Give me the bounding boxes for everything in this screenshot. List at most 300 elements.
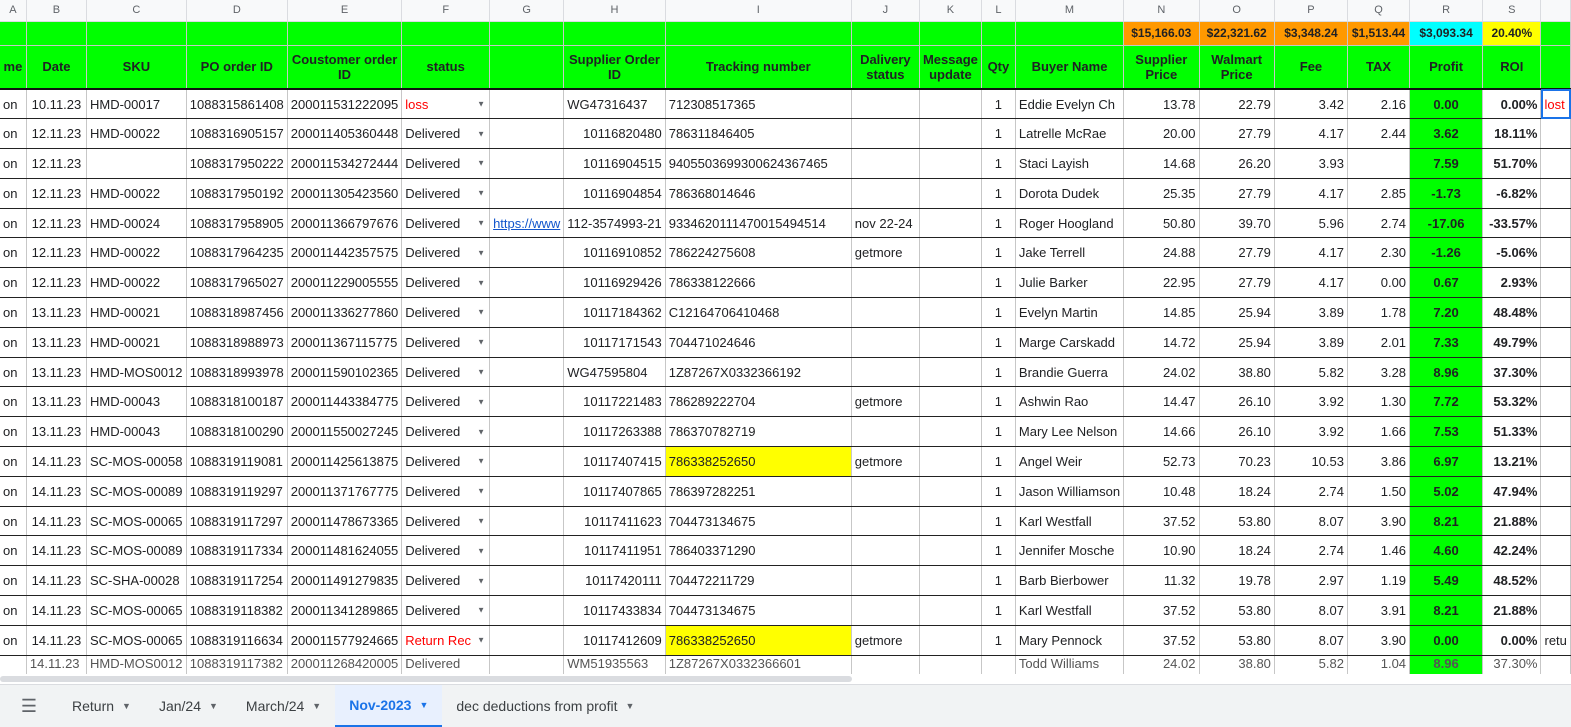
profit-cell[interactable]: 8.96 (1410, 357, 1483, 387)
column-header-extra[interactable] (1541, 0, 1571, 21)
dropdown-arrow-icon[interactable]: ▼ (477, 516, 486, 526)
status-dropdown[interactable] (402, 149, 490, 179)
delivery-status-cell[interactable]: getmore (851, 447, 919, 477)
tax-cell[interactable]: 1.30 (1347, 387, 1409, 417)
po-order-id-cell[interactable]: 1088318993978 (186, 357, 287, 387)
extra-cell[interactable] (1541, 208, 1571, 238)
g-cell[interactable] (490, 596, 564, 626)
supplier-price-cell[interactable]: 37.52 (1124, 596, 1199, 626)
po-order-id-cell[interactable]: 1088316905157 (186, 119, 287, 149)
g-cell[interactable] (490, 625, 564, 655)
roi-cell[interactable]: 21.88% (1483, 596, 1541, 626)
roi-cell[interactable]: 49.79% (1483, 327, 1541, 357)
sku-cell[interactable]: HMD-00021 (86, 327, 186, 357)
customer-order-id-cell[interactable]: 200011531222095 (287, 89, 402, 119)
total-cell-j[interactable] (851, 21, 919, 45)
supplier-price-cell[interactable]: 24.88 (1124, 238, 1199, 268)
message-update-cell[interactable] (919, 149, 981, 179)
profit-cell[interactable]: 3.62 (1410, 119, 1483, 149)
status-dropdown[interactable] (402, 387, 490, 417)
total-cell-h[interactable] (564, 21, 665, 45)
status-dropdown[interactable] (402, 625, 490, 655)
fee-cell[interactable]: 2.74 (1274, 536, 1347, 566)
profit-cell[interactable]: 7.33 (1410, 327, 1483, 357)
date-cell[interactable]: 12.11.23 (26, 208, 86, 238)
dropdown-arrow-icon[interactable]: ▼ (477, 99, 486, 109)
dropdown-arrow-icon[interactable]: ▼ (477, 129, 486, 139)
supplier-price-cell[interactable]: 52.73 (1124, 447, 1199, 477)
column-header-a[interactable]: A (0, 0, 26, 21)
status-dropdown[interactable] (402, 208, 490, 238)
message-update-cell[interactable] (919, 178, 981, 208)
name-cell[interactable]: on (0, 536, 26, 566)
delivery-status-cell[interactable]: getmore (851, 238, 919, 268)
tax-cell[interactable]: 1.19 (1347, 566, 1409, 596)
fee-cell[interactable]: 8.07 (1274, 625, 1347, 655)
header-cell[interactable]: Walmart Price (1199, 45, 1274, 89)
delivery-status-cell[interactable]: nov 22-24 (851, 208, 919, 238)
date-cell[interactable]: 14.11.23 (26, 596, 86, 626)
tab-return[interactable] (58, 685, 145, 727)
tax-cell[interactable]: 0.00 (1347, 268, 1409, 298)
po-order-id-cell[interactable]: 1088317950192 (186, 178, 287, 208)
header-cell[interactable]: Qty (981, 45, 1015, 89)
tax-cell[interactable]: 3.86 (1347, 447, 1409, 477)
tax-cell[interactable]: 1.66 (1347, 417, 1409, 447)
status-dropdown[interactable] (402, 119, 490, 149)
supplier-price-cell[interactable]: 25.35 (1124, 178, 1199, 208)
name-cell[interactable]: on (0, 476, 26, 506)
supplier-order-id-cell[interactable]: 10117407415 (564, 447, 665, 477)
status-dropdown[interactable] (402, 327, 490, 357)
header-cell[interactable]: Fee (1274, 45, 1347, 89)
extra-cell[interactable] (1541, 506, 1571, 536)
date-cell[interactable]: 14.11.23 (26, 506, 86, 536)
total-cell-b[interactable] (26, 21, 86, 45)
po-order-id-cell[interactable]: 1088319119297 (186, 476, 287, 506)
po-order-id-cell[interactable]: 1088319116634 (186, 625, 287, 655)
tax-cell[interactable]: 1.50 (1347, 476, 1409, 506)
walmart-price-cell[interactable]: 22.79 (1199, 89, 1274, 119)
qty-cell[interactable]: 1 (981, 149, 1015, 179)
qty-cell[interactable]: 1 (981, 178, 1015, 208)
supplier-price-cell[interactable]: 14.72 (1124, 327, 1199, 357)
qty-cell[interactable]: 1 (981, 625, 1015, 655)
supplier-price-cell[interactable]: 37.52 (1124, 506, 1199, 536)
fee-cell[interactable]: 2.97 (1274, 566, 1347, 596)
total-cell-a[interactable] (0, 21, 26, 45)
date-cell[interactable]: 10.11.23 (26, 89, 86, 119)
total-cell-l[interactable] (981, 21, 1015, 45)
name-cell[interactable]: on (0, 447, 26, 477)
column-header-g[interactable]: G (490, 0, 564, 21)
all-sheets-menu-icon[interactable]: ☰ (20, 695, 38, 716)
total-cell-o[interactable]: $22,321.62 (1199, 21, 1274, 45)
total-cell-g[interactable] (490, 21, 564, 45)
po-order-id-cell[interactable]: 1088318100187 (186, 387, 287, 417)
column-header-q[interactable]: Q (1347, 0, 1409, 21)
partial-cell[interactable] (981, 655, 1015, 674)
walmart-price-cell[interactable]: 27.79 (1199, 238, 1274, 268)
dropdown-arrow-icon[interactable]: ▼ (477, 605, 486, 615)
extra-cell[interactable] (1541, 119, 1571, 149)
date-cell[interactable]: 12.11.23 (26, 119, 86, 149)
name-cell[interactable]: on (0, 238, 26, 268)
supplier-order-id-cell[interactable]: 10117411623 (564, 506, 665, 536)
customer-order-id-cell[interactable]: 200011405360448 (287, 119, 402, 149)
delivery-status-cell[interactable]: getmore (851, 625, 919, 655)
fee-cell[interactable]: 8.07 (1274, 596, 1347, 626)
link-cell[interactable]: https://www (490, 208, 564, 238)
extra-cell[interactable] (1541, 238, 1571, 268)
column-header-n[interactable]: N (1124, 0, 1199, 21)
message-update-cell[interactable] (919, 327, 981, 357)
caret-down-icon[interactable]: ▼ (419, 699, 429, 710)
walmart-price-cell[interactable]: 53.80 (1199, 596, 1274, 626)
column-header-f[interactable]: F (402, 0, 490, 21)
tax-cell[interactable] (1347, 149, 1409, 179)
message-update-cell[interactable] (919, 506, 981, 536)
buyer-name-cell[interactable]: Eddie Evelyn Ch (1015, 89, 1123, 119)
column-header-s[interactable]: S (1483, 0, 1541, 21)
qty-cell[interactable]: 1 (981, 298, 1015, 328)
status-dropdown[interactable] (402, 357, 490, 387)
delivery-status-cell[interactable] (851, 119, 919, 149)
dropdown-arrow-icon[interactable]: ▼ (477, 427, 486, 437)
tracking-number-cell[interactable]: 704473134675 (665, 596, 851, 626)
supplier-order-id-cell[interactable]: 10117221483 (564, 387, 665, 417)
caret-down-icon[interactable]: ▼ (209, 701, 218, 711)
header-cell[interactable]: status (402, 45, 490, 89)
total-cell-p[interactable]: $3,348.24 (1274, 21, 1347, 45)
tab-dec-deductions-from-profit[interactable] (442, 685, 648, 727)
name-cell[interactable]: on (0, 149, 26, 179)
tab-march-24[interactable] (232, 685, 335, 727)
delivery-status-cell[interactable] (851, 506, 919, 536)
dropdown-arrow-icon[interactable]: ▼ (477, 248, 486, 258)
tax-cell[interactable]: 3.28 (1347, 357, 1409, 387)
g-cell[interactable] (490, 536, 564, 566)
partial-cell[interactable]: 37.30% (1483, 655, 1541, 674)
status-dropdown[interactable] (402, 506, 490, 536)
total-cell-k[interactable] (919, 21, 981, 45)
extra-cell[interactable] (1541, 447, 1571, 477)
buyer-name-cell[interactable]: Brandie Guerra (1015, 357, 1123, 387)
header-cell[interactable]: Date (26, 45, 86, 89)
name-cell[interactable]: on (0, 119, 26, 149)
status-dropdown[interactable] (402, 298, 490, 328)
date-cell[interactable]: 13.11.23 (26, 298, 86, 328)
partial-cell[interactable]: 38.80 (1199, 655, 1274, 674)
name-cell[interactable]: on (0, 596, 26, 626)
extra-cell[interactable] (1541, 268, 1571, 298)
supplier-price-cell[interactable]: 50.80 (1124, 208, 1199, 238)
tracking-number-cell[interactable]: 786311846405 (665, 119, 851, 149)
column-header-i[interactable]: I (665, 0, 851, 21)
total-cell-q[interactable]: $1,513.44 (1347, 21, 1409, 45)
status-dropdown[interactable] (402, 417, 490, 447)
column-header-o[interactable]: O (1199, 0, 1274, 21)
profit-cell[interactable]: 7.53 (1410, 417, 1483, 447)
tracking-number-cell[interactable]: 786289222704 (665, 387, 851, 417)
supplier-order-id-cell[interactable]: 10117407865 (564, 476, 665, 506)
po-order-id-cell[interactable]: 1088317964235 (186, 238, 287, 268)
customer-order-id-cell[interactable]: 200011478673365 (287, 506, 402, 536)
g-cell[interactable] (490, 566, 564, 596)
customer-order-id-cell[interactable]: 200011534272444 (287, 149, 402, 179)
date-cell[interactable]: 12.11.23 (26, 268, 86, 298)
date-cell[interactable]: 13.11.23 (26, 387, 86, 417)
sku-cell[interactable]: SC-MOS-00089 (86, 536, 186, 566)
header-cell[interactable]: Coustomer order ID (287, 45, 402, 89)
date-cell[interactable]: 12.11.23 (26, 178, 86, 208)
total-cell-e[interactable] (287, 21, 402, 45)
qty-cell[interactable]: 1 (981, 476, 1015, 506)
delivery-status-cell[interactable]: getmore (851, 387, 919, 417)
dropdown-arrow-icon[interactable]: ▼ (477, 367, 486, 377)
delivery-status-cell[interactable] (851, 178, 919, 208)
extra-cell[interactable] (1541, 536, 1571, 566)
po-order-id-cell[interactable]: 1088317965027 (186, 268, 287, 298)
total-cell-extra[interactable] (1541, 21, 1571, 45)
customer-order-id-cell[interactable]: 200011577924665 (287, 625, 402, 655)
message-update-cell[interactable] (919, 238, 981, 268)
roi-cell[interactable]: 51.33% (1483, 417, 1541, 447)
partial-cell[interactable] (851, 655, 919, 674)
po-order-id-cell[interactable]: 1088317958905 (186, 208, 287, 238)
g-cell[interactable] (490, 268, 564, 298)
name-cell[interactable]: on (0, 417, 26, 447)
g-cell[interactable] (490, 298, 564, 328)
supplier-order-id-cell[interactable]: WG47316437 (564, 89, 665, 119)
message-update-cell[interactable] (919, 536, 981, 566)
supplier-price-cell[interactable]: 37.52 (1124, 625, 1199, 655)
roi-cell[interactable]: 37.30% (1483, 357, 1541, 387)
fee-cell[interactable]: 3.89 (1274, 298, 1347, 328)
roi-cell[interactable]: 51.70% (1483, 149, 1541, 179)
walmart-price-cell[interactable]: 27.79 (1199, 178, 1274, 208)
walmart-price-cell[interactable]: 26.20 (1199, 149, 1274, 179)
date-cell[interactable]: 12.11.23 (26, 238, 86, 268)
delivery-status-cell[interactable] (851, 476, 919, 506)
fee-cell[interactable]: 10.53 (1274, 447, 1347, 477)
supplier-price-cell[interactable]: 10.48 (1124, 476, 1199, 506)
message-update-cell[interactable] (919, 268, 981, 298)
dropdown-arrow-icon[interactable]: ▼ (477, 456, 486, 466)
name-cell[interactable]: on (0, 357, 26, 387)
status-dropdown[interactable] (402, 178, 490, 208)
po-order-id-cell[interactable]: 1088319118382 (186, 596, 287, 626)
buyer-name-cell[interactable]: Roger Hoogland (1015, 208, 1123, 238)
supplier-order-id-cell[interactable]: 10117412609 (564, 625, 665, 655)
tracking-number-cell[interactable]: 9405503699300624367465 (665, 149, 851, 179)
buyer-name-cell[interactable]: Jennifer Mosche (1015, 536, 1123, 566)
column-header-c[interactable]: C (86, 0, 186, 21)
delivery-status-cell[interactable] (851, 566, 919, 596)
profit-cell[interactable]: 7.72 (1410, 387, 1483, 417)
delivery-status-cell[interactable] (851, 149, 919, 179)
name-cell[interactable]: on (0, 506, 26, 536)
po-order-id-cell[interactable]: 1088319119081 (186, 447, 287, 477)
column-header-k[interactable]: K (919, 0, 981, 21)
name-cell[interactable]: on (0, 625, 26, 655)
name-cell[interactable]: on (0, 387, 26, 417)
partial-cell[interactable]: 200011268420005 (287, 655, 402, 674)
supplier-price-cell[interactable]: 22.95 (1124, 268, 1199, 298)
name-cell[interactable]: on (0, 178, 26, 208)
roi-cell[interactable]: 0.00% (1483, 625, 1541, 655)
message-update-cell[interactable] (919, 625, 981, 655)
customer-order-id-cell[interactable]: 200011336277860 (287, 298, 402, 328)
buyer-name-cell[interactable]: Barb Bierbower (1015, 566, 1123, 596)
status-dropdown[interactable] (402, 238, 490, 268)
dropdown-arrow-icon[interactable]: ▼ (477, 486, 486, 496)
sku-cell[interactable]: SC-MOS-00065 (86, 506, 186, 536)
extra-cell[interactable] (1541, 298, 1571, 328)
column-header-p[interactable]: P (1274, 0, 1347, 21)
roi-cell[interactable]: 0.00% (1483, 89, 1541, 119)
delivery-status-cell[interactable] (851, 327, 919, 357)
tax-cell[interactable]: 2.30 (1347, 238, 1409, 268)
message-update-cell[interactable] (919, 387, 981, 417)
date-cell[interactable]: 14.11.23 (26, 625, 86, 655)
delivery-status-cell[interactable] (851, 89, 919, 119)
name-cell[interactable]: on (0, 208, 26, 238)
supplier-price-cell[interactable]: 13.78 (1124, 89, 1199, 119)
header-cell[interactable]: SKU (86, 45, 186, 89)
tax-cell[interactable]: 1.46 (1347, 536, 1409, 566)
tab-jan-24[interactable] (145, 685, 232, 727)
total-cell-r[interactable]: $3,093.34 (1410, 21, 1483, 45)
qty-cell[interactable]: 1 (981, 268, 1015, 298)
status-dropdown[interactable] (402, 476, 490, 506)
buyer-name-cell[interactable]: Latrelle McRae (1015, 119, 1123, 149)
tracking-number-cell[interactable]: 786368014646 (665, 178, 851, 208)
roi-cell[interactable]: 48.52% (1483, 566, 1541, 596)
customer-order-id-cell[interactable]: 200011481624055 (287, 536, 402, 566)
g-cell[interactable] (490, 357, 564, 387)
column-header-h[interactable]: H (564, 0, 665, 21)
column-header-b[interactable]: B (26, 0, 86, 21)
qty-cell[interactable]: 1 (981, 566, 1015, 596)
roi-cell[interactable]: 42.24% (1483, 536, 1541, 566)
total-cell-f[interactable] (402, 21, 490, 45)
message-update-cell[interactable] (919, 417, 981, 447)
total-cell-i[interactable] (665, 21, 851, 45)
column-header-l[interactable]: L (981, 0, 1015, 21)
message-update-cell[interactable] (919, 596, 981, 626)
supplier-price-cell[interactable]: 14.47 (1124, 387, 1199, 417)
dropdown-arrow-icon[interactable]: ▼ (477, 397, 486, 407)
name-cell[interactable]: on (0, 566, 26, 596)
supplier-price-cell[interactable]: 11.32 (1124, 566, 1199, 596)
supplier-order-id-cell[interactable]: 10117433834 (564, 596, 665, 626)
tracking-number-cell[interactable]: 786338122666 (665, 268, 851, 298)
qty-cell[interactable]: 1 (981, 208, 1015, 238)
supplier-price-cell[interactable]: 10.90 (1124, 536, 1199, 566)
extra-cell[interactable]: retu (1541, 625, 1571, 655)
status-dropdown[interactable] (402, 536, 490, 566)
delivery-status-cell[interactable] (851, 417, 919, 447)
buyer-name-cell[interactable]: Jake Terrell (1015, 238, 1123, 268)
sku-cell[interactable]: HMD-00043 (86, 417, 186, 447)
g-cell[interactable] (490, 178, 564, 208)
buyer-name-cell[interactable]: Jason Williamson (1015, 476, 1123, 506)
tracking-number-cell[interactable]: 712308517365 (665, 89, 851, 119)
partial-cell[interactable]: 14.11.23 (26, 655, 86, 674)
supplier-order-id-cell[interactable]: 10116910852 (564, 238, 665, 268)
message-update-cell[interactable] (919, 476, 981, 506)
supplier-order-id-cell[interactable]: 10117420111 (564, 566, 665, 596)
qty-cell[interactable]: 1 (981, 89, 1015, 119)
sku-cell[interactable]: HMD-00021 (86, 298, 186, 328)
extra-cell[interactable] (1541, 417, 1571, 447)
g-cell[interactable] (490, 447, 564, 477)
header-cell[interactable]: Tracking number (665, 45, 851, 89)
column-header-d[interactable]: D (186, 0, 287, 21)
fee-cell[interactable]: 3.89 (1274, 327, 1347, 357)
delivery-status-cell[interactable] (851, 298, 919, 328)
message-update-cell[interactable] (919, 447, 981, 477)
roi-cell[interactable]: 48.48% (1483, 298, 1541, 328)
g-cell[interactable] (490, 387, 564, 417)
roi-cell[interactable]: -33.57% (1483, 208, 1541, 238)
supplier-price-cell[interactable]: 14.66 (1124, 417, 1199, 447)
profit-cell[interactable]: 5.49 (1410, 566, 1483, 596)
fee-cell[interactable]: 3.92 (1274, 417, 1347, 447)
walmart-price-cell[interactable]: 27.79 (1199, 268, 1274, 298)
supplier-order-id-cell[interactable]: 10117263388 (564, 417, 665, 447)
supplier-price-cell[interactable]: 24.02 (1124, 357, 1199, 387)
po-order-id-cell[interactable]: 1088315861408 (186, 89, 287, 119)
message-update-cell[interactable] (919, 298, 981, 328)
supplier-order-id-cell[interactable]: 10116820480 (564, 119, 665, 149)
date-cell[interactable]: 12.11.23 (26, 149, 86, 179)
tracking-number-cell[interactable]: 786403371290 (665, 536, 851, 566)
message-update-cell[interactable] (919, 208, 981, 238)
message-update-cell[interactable] (919, 89, 981, 119)
partial-cell[interactable]: 1088319117382 (186, 655, 287, 674)
header-cell[interactable]: Profit (1410, 45, 1483, 89)
fee-cell[interactable]: 4.17 (1274, 119, 1347, 149)
walmart-price-cell[interactable]: 26.10 (1199, 387, 1274, 417)
profit-cell[interactable]: -1.73 (1410, 178, 1483, 208)
name-cell[interactable]: on (0, 298, 26, 328)
customer-order-id-cell[interactable]: 200011590102365 (287, 357, 402, 387)
tab-nov-2023[interactable] (335, 685, 442, 727)
g-cell[interactable] (490, 417, 564, 447)
tracking-number-cell[interactable]: 704473134675 (665, 506, 851, 536)
sku-cell[interactable]: HMD-00022 (86, 238, 186, 268)
buyer-name-cell[interactable]: Marge Carskadd (1015, 327, 1123, 357)
profit-cell[interactable]: 0.00 (1410, 625, 1483, 655)
tax-cell[interactable]: 1.78 (1347, 298, 1409, 328)
buyer-name-cell[interactable]: Karl Westfall (1015, 596, 1123, 626)
header-cell[interactable] (490, 45, 564, 89)
buyer-name-cell[interactable]: Dorota Dudek (1015, 178, 1123, 208)
dropdown-arrow-icon[interactable]: ▼ (477, 337, 486, 347)
tracking-number-cell[interactable]: 1Z87267X0332366192 (665, 357, 851, 387)
qty-cell[interactable]: 1 (981, 238, 1015, 268)
buyer-name-cell[interactable]: Mary Lee Nelson (1015, 417, 1123, 447)
profit-cell[interactable]: -17.06 (1410, 208, 1483, 238)
tax-cell[interactable]: 3.90 (1347, 625, 1409, 655)
delivery-status-cell[interactable] (851, 357, 919, 387)
supplier-order-id-cell[interactable]: 10116904854 (564, 178, 665, 208)
tax-cell[interactable]: 3.90 (1347, 506, 1409, 536)
walmart-price-cell[interactable]: 53.80 (1199, 625, 1274, 655)
walmart-price-cell[interactable]: 19.78 (1199, 566, 1274, 596)
